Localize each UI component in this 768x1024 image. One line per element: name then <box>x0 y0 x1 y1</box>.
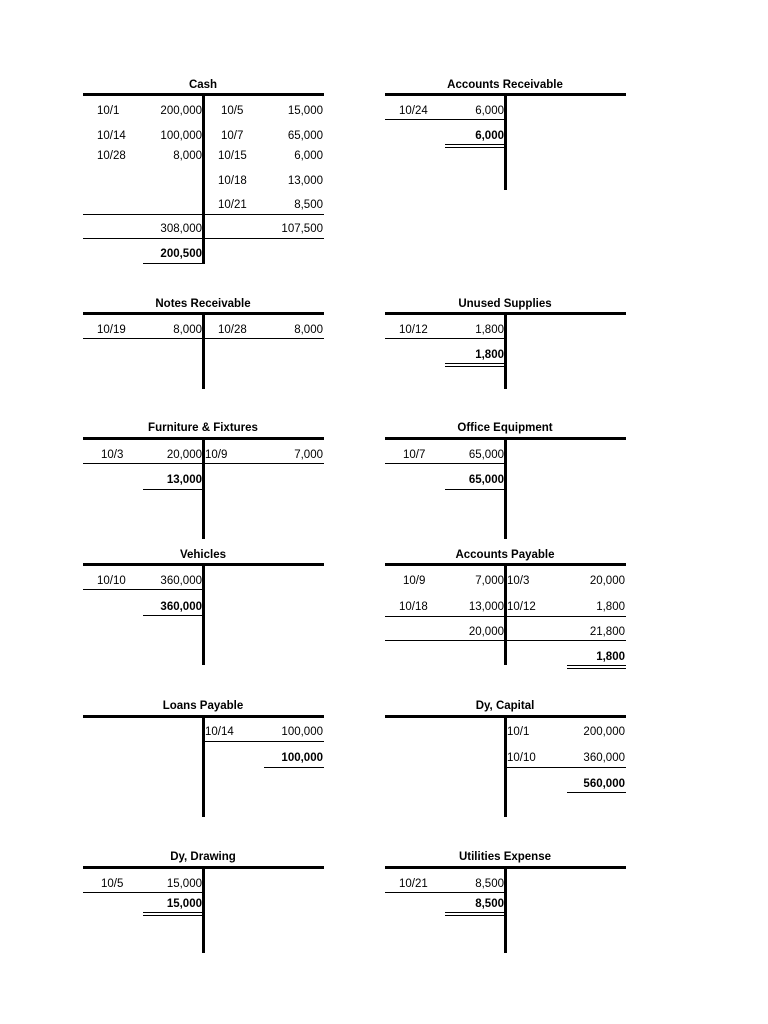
credit-amount: 8,000 <box>294 324 323 336</box>
total-rule <box>83 238 324 239</box>
credit-amount: 65,000 <box>287 130 323 142</box>
balance-rule <box>143 915 203 916</box>
credit-amount: 360,000 <box>583 752 625 764</box>
account-center-rule <box>202 563 205 665</box>
balance-rule <box>445 915 505 916</box>
credit-amount: 100,000 <box>281 726 323 738</box>
debit-amount: 6,000 <box>475 105 504 117</box>
debit-date: 10/5 <box>101 878 124 890</box>
debit-date: 10/28 <box>97 150 126 162</box>
credit-date: 10/9 <box>205 449 228 461</box>
balance: 6,000 <box>475 130 504 142</box>
account-title: Furniture & Fixtures <box>148 422 258 434</box>
entry-rule <box>203 741 324 742</box>
account-title: Office Equipment <box>457 422 553 434</box>
credit-amount: 7,000 <box>294 449 323 461</box>
debit-amount: 8,000 <box>173 150 202 162</box>
account-center-rule <box>202 312 205 389</box>
credit-total: 21,800 <box>589 626 625 638</box>
entry-rule <box>83 463 324 464</box>
entry-rule <box>385 338 505 339</box>
credit-date: 10/15 <box>218 150 247 162</box>
account-title: Dy, Capital <box>475 700 535 712</box>
debit-amount: 7,000 <box>475 575 504 587</box>
balance-rule <box>264 767 324 768</box>
debit-total: 20,000 <box>468 626 504 638</box>
balance-rule <box>445 366 505 367</box>
total-rule <box>385 640 626 641</box>
credit-amount: 20,000 <box>589 575 625 587</box>
credit-date: 10/5 <box>221 105 244 117</box>
balance: 200,500 <box>160 248 202 260</box>
debit-date: 10/18 <box>399 601 428 613</box>
balance: 560,000 <box>583 778 625 790</box>
credit-date: 10/1 <box>507 726 530 738</box>
account-title: Unused Supplies <box>458 298 552 310</box>
balance: 8,500 <box>475 898 504 910</box>
account-title: Notes Receivable <box>155 298 251 310</box>
debit-date: 10/3 <box>101 449 124 461</box>
balance: 360,000 <box>160 601 202 613</box>
balance: 1,800 <box>596 651 625 663</box>
balance-rule <box>143 615 203 616</box>
debit-date: 10/1 <box>97 105 120 117</box>
balance-rule <box>567 792 626 793</box>
account-center-rule <box>504 866 507 953</box>
balance-rule <box>445 144 505 145</box>
balance-rule <box>143 912 203 913</box>
balance: 13,000 <box>166 474 202 486</box>
balance-rule <box>143 489 203 490</box>
account-title: Accounts Receivable <box>447 79 563 91</box>
balance-rule <box>143 263 203 264</box>
credit-amount: 8,500 <box>294 199 323 211</box>
debit-amount: 100,000 <box>160 130 202 142</box>
debit-amount: 8,500 <box>475 878 504 890</box>
credit-date: 10/12 <box>507 601 536 613</box>
credit-date: 10/28 <box>218 324 247 336</box>
balance: 15,000 <box>166 898 202 910</box>
credit-amount: 13,000 <box>287 175 323 187</box>
debit-total: 308,000 <box>160 223 202 235</box>
account-title: Utilities Expense <box>458 851 552 863</box>
entry-rule <box>505 767 626 768</box>
credit-total: 107,500 <box>281 223 323 235</box>
account-title: Accounts Payable <box>455 549 555 561</box>
balance-rule <box>445 489 505 490</box>
entry-rule <box>83 892 203 893</box>
debit-date: 10/21 <box>399 878 428 890</box>
account-title: Cash <box>188 79 218 91</box>
credit-date: 10/7 <box>221 130 244 142</box>
debit-amount: 200,000 <box>160 105 202 117</box>
total-rule <box>83 214 324 215</box>
debit-amount: 8,000 <box>173 324 202 336</box>
account-title: Dy, Drawing <box>170 851 236 863</box>
credit-amount: 1,800 <box>596 601 625 613</box>
debit-date: 10/7 <box>403 449 426 461</box>
credit-date: 10/21 <box>218 199 247 211</box>
debit-amount: 13,000 <box>468 601 504 613</box>
entry-rule <box>385 119 505 120</box>
debit-date: 10/12 <box>399 324 428 336</box>
balance-rule <box>567 668 626 669</box>
balance: 65,000 <box>468 474 504 486</box>
account-center-rule <box>202 866 205 953</box>
balance-rule <box>445 363 505 364</box>
entry-rule <box>385 463 505 464</box>
debit-date: 10/19 <box>97 324 126 336</box>
balance: 1,800 <box>475 349 504 361</box>
total-rule <box>385 616 626 617</box>
debit-date: 10/10 <box>97 575 126 587</box>
balance: 100,000 <box>281 752 323 764</box>
debit-date: 10/24 <box>399 105 428 117</box>
credit-amount: 200,000 <box>583 726 625 738</box>
debit-amount: 1,800 <box>475 324 504 336</box>
balance-rule <box>445 912 505 913</box>
account-center-rule <box>504 312 507 389</box>
debit-amount: 65,000 <box>468 449 504 461</box>
credit-date: 10/10 <box>507 752 536 764</box>
debit-amount: 360,000 <box>160 575 202 587</box>
account-center-rule <box>504 93 507 190</box>
account-title: Vehicles <box>179 549 227 561</box>
balance-rule <box>567 665 626 666</box>
account-center-rule <box>504 437 507 539</box>
account-title: Loans Payable <box>162 700 244 712</box>
credit-date: 10/3 <box>507 575 530 587</box>
credit-date: 10/14 <box>205 726 234 738</box>
credit-amount: 6,000 <box>294 150 323 162</box>
credit-amount: 15,000 <box>287 105 323 117</box>
debit-date: 10/14 <box>97 130 126 142</box>
credit-date: 10/18 <box>218 175 247 187</box>
entry-rule <box>385 892 505 893</box>
debit-amount: 20,000 <box>166 449 202 461</box>
debit-amount: 15,000 <box>166 878 202 890</box>
balance-rule <box>445 147 505 148</box>
entry-rule <box>83 589 203 590</box>
entry-rule <box>83 338 324 339</box>
debit-date: 10/9 <box>403 575 426 587</box>
